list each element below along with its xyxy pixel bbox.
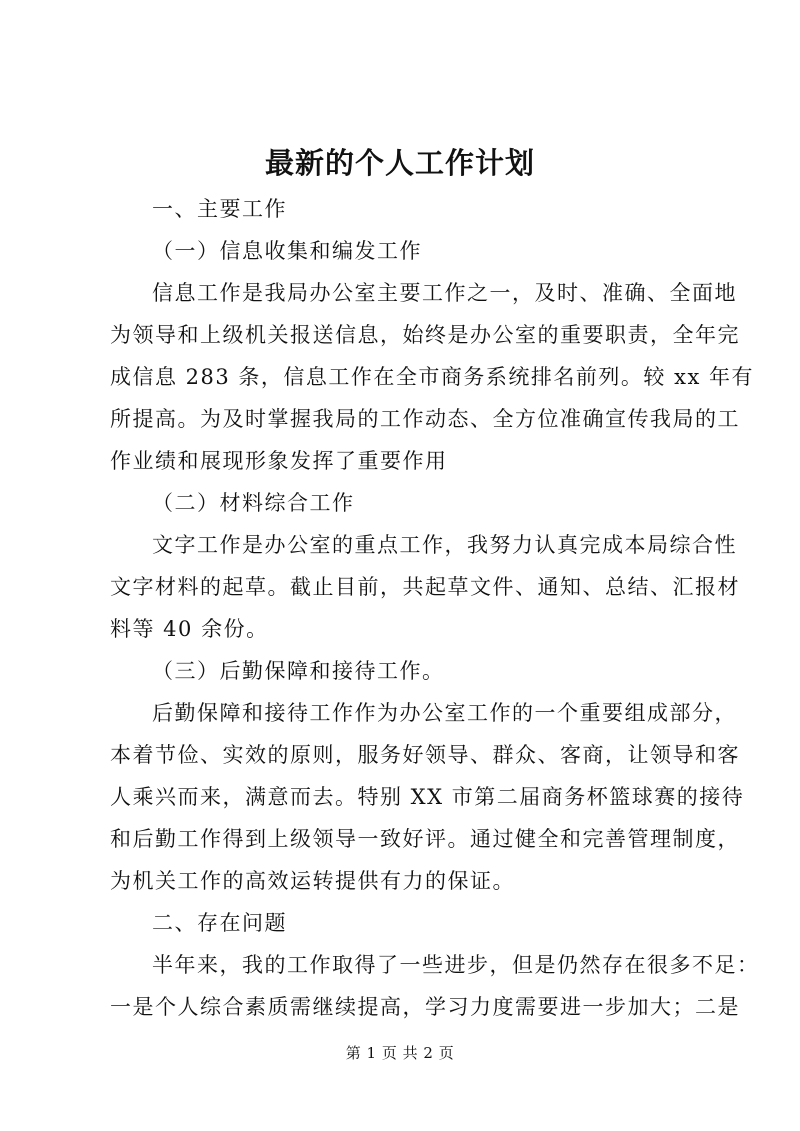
paragraph-line: 信息工作是我局办公室主要工作之一，及时、准确、全面地 — [152, 281, 737, 305]
paragraph-line: 后勤保障和接待工作作为办公室工作的一个重要组成部分， — [152, 701, 737, 725]
document-title: 最新的个人工作计划 — [264, 146, 535, 180]
subsection-heading-materials: （二）材料综合工作 — [152, 491, 355, 515]
paragraph-line: 半年来，我的工作取得了一些进步，但是仍然存在很多不足： — [152, 953, 760, 977]
section-heading-problems: 二、存在问题 — [152, 911, 287, 935]
paragraph-line: 为机关工作的高效运转提供有力的保证。 — [110, 869, 515, 893]
paragraph-line: 文字工作是办公室的重点工作，我努力认真完成本局综合性 — [152, 533, 737, 557]
document-body — [110, 188, 760, 1028]
paragraph-line: 一是个人综合素质需继续提高，学习力度需要进一步加大；二是 — [110, 995, 740, 1019]
paragraph-line: 成信息 283 条，信息工作在全市商务系统排名前列。较 xx 年有 — [110, 365, 754, 389]
paragraph-line: 料等 40 余份。 — [110, 617, 269, 641]
subsection-heading-logistics: （三）后勤保障和接待工作。 — [152, 659, 445, 683]
section-heading-main-work: 一、主要工作 — [152, 197, 287, 221]
paragraph-line: 所提高。为及时掌握我局的工作动态、全方位准确宣传我局的工 — [110, 407, 740, 431]
paragraph-line: 为领导和上级机关报送信息，始终是办公室的重要职责，全年完 — [110, 323, 740, 347]
paragraph-line: 本着节俭、实效的原则，服务好领导、群众、客商，让领导和客 — [110, 743, 740, 767]
paragraph-line: 人乘兴而来，满意而去。特别 XX 市第二届商务杯篮球赛的接待 — [110, 785, 745, 809]
subsection-heading-info: （一）信息收集和编发工作 — [152, 239, 422, 263]
paragraph-line: 作业绩和展现形象发挥了重要作用 — [110, 449, 448, 473]
paragraph-line: 文字材料的起草。截止目前，共起草文件、通知、总结、汇报材 — [110, 575, 740, 599]
page-footer: 第 1 页 共 2 页 — [345, 1044, 455, 1062]
paragraph-line: 和后勤工作得到上级领导一致好评。通过健全和完善管理制度， — [110, 827, 740, 851]
